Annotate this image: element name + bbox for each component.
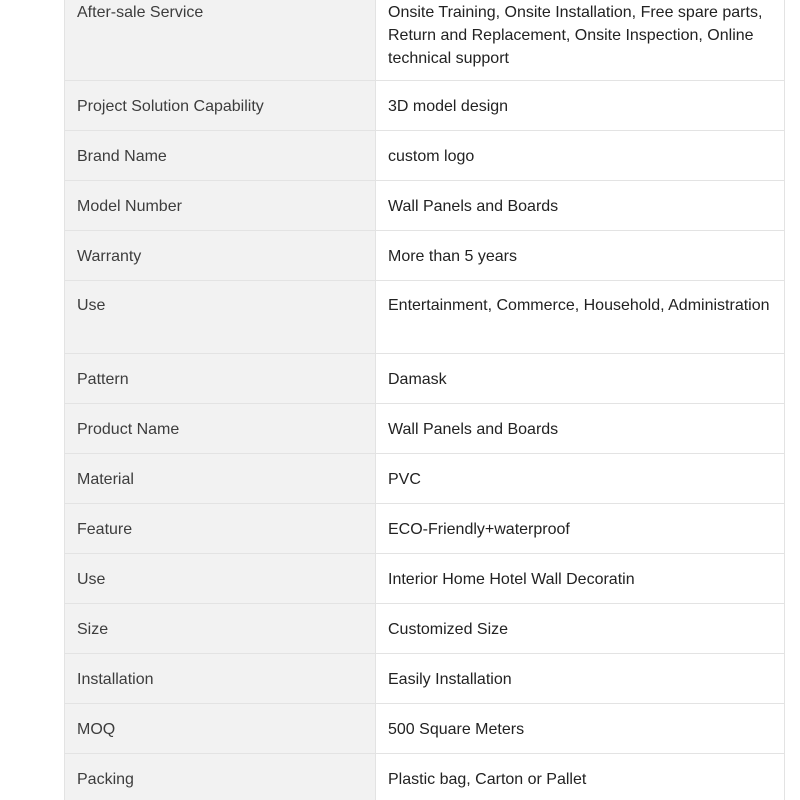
product-spec-table (64, 0, 785, 800)
spec-label-use: Use (65, 281, 376, 354)
spec-value-warranty: More than 5 years (376, 231, 785, 281)
table-row (65, 231, 785, 281)
spec-label-material: Material (65, 454, 376, 504)
table-row (65, 654, 785, 704)
table-row (65, 131, 785, 181)
spec-label-feature: Feature (65, 504, 376, 554)
table-row (65, 0, 785, 81)
table-row (65, 281, 785, 354)
spec-value-feature: ECO-Friendly+waterproof (376, 504, 785, 554)
spec-value-material: PVC (376, 454, 785, 504)
spec-label-model-number: Model Number (65, 181, 376, 231)
spec-label-warranty: Warranty (65, 231, 376, 281)
table-row (65, 554, 785, 604)
spec-label-moq: MOQ (65, 704, 376, 754)
table-row (65, 404, 785, 454)
spec-label-use-2: Use (65, 554, 376, 604)
table-row (65, 704, 785, 754)
spec-value-installation: Easily Installation (376, 654, 785, 704)
spec-label-packing: Packing (65, 754, 376, 800)
spec-label-project-solution-capability: Project Solution Capability (65, 81, 376, 131)
spec-value-size: Customized Size (376, 604, 785, 654)
table-row (65, 354, 785, 404)
spec-value-project-solution-capability: 3D model design (376, 81, 785, 131)
table-row (65, 604, 785, 654)
spec-label-size: Size (65, 604, 376, 654)
spec-label-product-name: Product Name (65, 404, 376, 454)
spec-value-brand-name: custom logo (376, 131, 785, 181)
spec-value-after-sale-service: Onsite Training, Onsite Installation, Free spare parts, Return and Replacement, Onsite Inspection, Online technical support (376, 0, 785, 81)
spec-value-pattern: Damask (376, 354, 785, 404)
spec-label-after-sale-service: After-sale Service (65, 0, 376, 81)
spec-value-moq: 500 Square Meters (376, 704, 785, 754)
spec-label-brand-name: Brand Name (65, 131, 376, 181)
spec-value-use: Entertainment, Commerce, Household, Administration (376, 281, 785, 354)
table-row (65, 81, 785, 131)
table-row (65, 504, 785, 554)
table-row (65, 454, 785, 504)
spec-value-use-2: Interior Home Hotel Wall Decoratin (376, 554, 785, 604)
table-row (65, 181, 785, 231)
spec-label-installation: Installation (65, 654, 376, 704)
spec-value-product-name: Wall Panels and Boards (376, 404, 785, 454)
spec-label-pattern: Pattern (65, 354, 376, 404)
spec-value-packing: Plastic bag, Carton or Pallet (376, 754, 785, 800)
spec-value-model-number: Wall Panels and Boards (376, 181, 785, 231)
table-row (65, 754, 785, 800)
